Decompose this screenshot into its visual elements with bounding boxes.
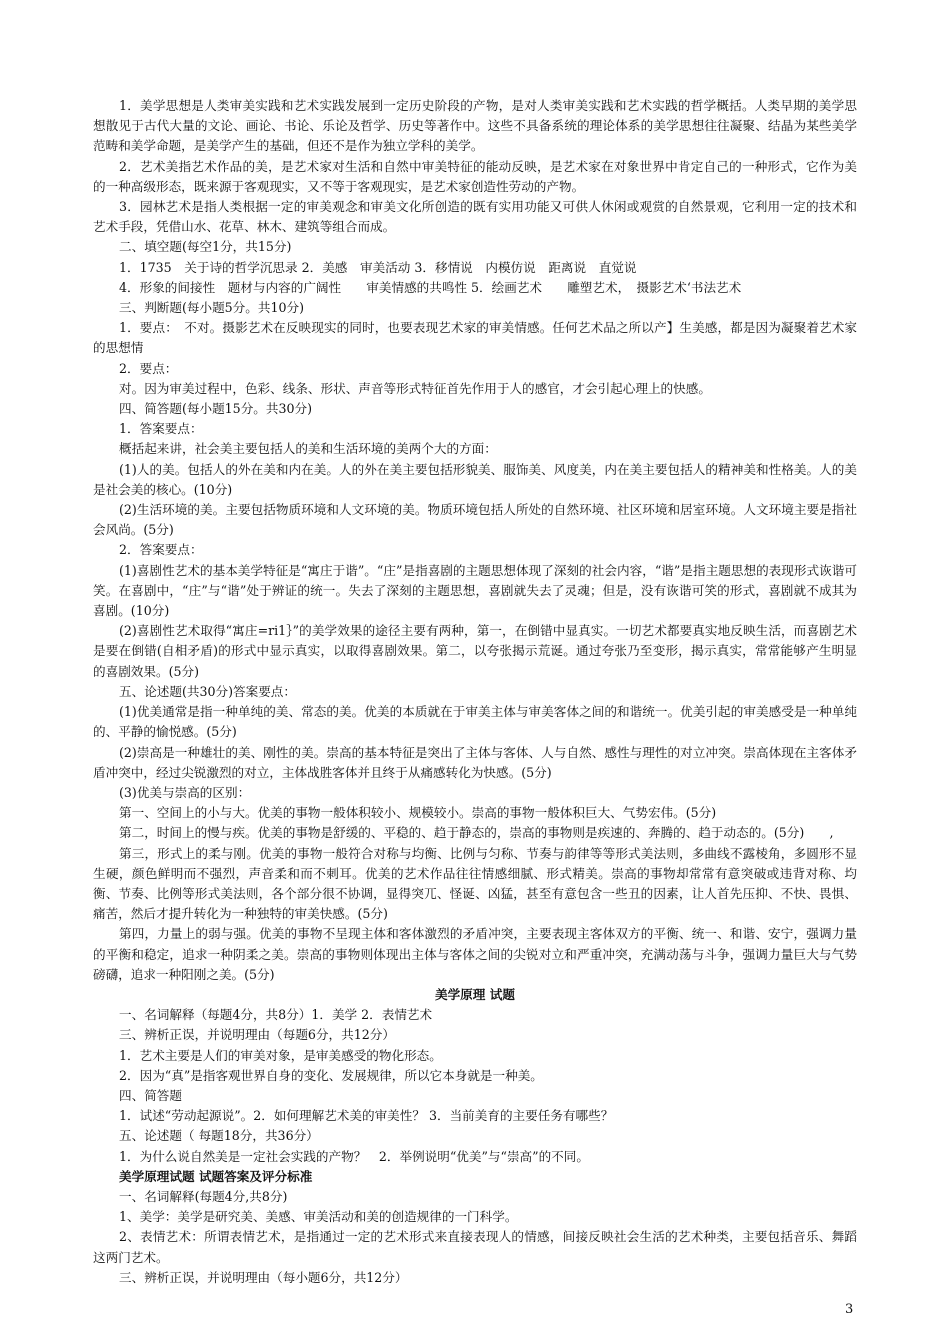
paragraph: 第二，时间上的慢与疾。优美的事物是舒缓的、平稳的、趋于静态的，崇高的事物则是疾速的、奔腾的、趋于动态的。(5分) ,: [119, 825, 834, 841]
paragraph: 四、简答题: [119, 1087, 182, 1103]
paragraph: 三、辨析正误，并说明理由（每小题6分，共12分）: [119, 1269, 408, 1285]
paragraph: (1)喜剧性艺术的基本美学特征是“寓庄于谐”。“庄”是指喜剧的主题思想体现了深刻的社会内容，“谐”是指主题思想的表现形式诙谐可笑。在喜剧中，“庄”与“谐”处于辨证的统一。失去了深刻的主题思想，喜剧就失去了灵魂；但是，没有诙谐可笑的形式，喜剧就不成其为喜剧。(10分): [93, 562, 857, 619]
paragraph: (2)喜剧性艺术取得“寓庄=ri1｝”的美学效果的途径主要有两种，第一，在倒错中显真实。一切艺术都要真实地反映生活，而喜剧艺术是要在倒错(自相矛盾)的形式中显示真实，以取得喜剧效果。第二，以夸张揭示荒诞。通过夸张乃至变形，揭示真实，常常能够产生明显的喜剧效果。(5分): [93, 623, 857, 679]
page-number: 3: [845, 1302, 854, 1317]
paragraph: 一、名词解释（每题4分，共8分）1．美学 2．表情艺术: [119, 1007, 433, 1023]
paragraph: 第一、空间上的小与大。优美的事物一般体积较小、规模较小。崇高的事物一般体积巨大、气势宏伟。(5分): [119, 805, 717, 821]
paragraph: 第三，形式上的柔与刚。优美的事物一般符合对称与均衡、比例与匀称、节奏与韵律等等形式美法则，多曲线不露棱角，多圆形不显生硬，颜色鲜明而不强烈，声音柔和而不刺耳。优美的艺术作品往往情感细腻、形式精美。崇高的事物却常常有意突破或违背对称、均衡、节奏、比例等形式美法则，各个部分很不协调，显得突兀、怪诞、凶猛，甚至有意包含一些丑的因素，让人首先压抑、不快、畏惧、痛苦，然后才提升转化为一种独特的审美快感。(5分): [93, 845, 857, 922]
paragraph: 1．1735 关于诗的哲学沉思录 2．美感 审美活动 3．移情说 内模仿说 距离说 直觉说: [119, 259, 637, 275]
paragraph: (1)人的美。包括人的外在美和内在美。人的外在美主要包括形貌美、服饰美、风度美，内在美主要包括人的精神美和性格美。人的美是社会美的核心。(10分): [93, 461, 857, 497]
paragraph: 1．试述“劳动起源说”。2．如何理解艺术美的审美性？ 3．当前美育的主要任务有哪些？: [119, 1108, 614, 1124]
paragraph: 美学原理试题 试题答案及评分标准: [119, 1168, 313, 1184]
paragraph: 一、名词解释(每题4分,共8分): [119, 1188, 288, 1204]
paragraph: 五、论述题（ 每题18分，共36分）: [119, 1128, 319, 1144]
paragraph: (2)崇高是一种雄壮的美、刚性的美。崇高的基本特征是突出了主体与客体、人与自然、感性与理性的对立冲突。崇高体现在主客体矛盾冲突中，经过尖锐激烈的对立，主体战胜客体并且终于从痛感转化为快感。(5分): [93, 744, 857, 780]
paragraph: 五、论述题(共30分)答案要点：: [119, 683, 296, 699]
paragraph: 四、简答题(每小题15分。共30分): [119, 401, 313, 417]
paragraph: 1、美学：美学是研究美、美感、审美活动和美的创造规律的一门科学。: [119, 1209, 518, 1225]
paragraph: 1．美学思想是人类审美实践和艺术实践发展到一定历史阶段的产物，是对人类审美实践和艺术实践的哲学概括。人类早期的美学思想散见于古代大量的文论、画论、书论、乐论及哲学、历史等著作中。这些不具备系统的理论体系的美学思想往往凝聚、结晶为某些美学范畴和美学命题，是美学产生的基础，但还不是作为独立学科的美学。: [93, 98, 857, 154]
paragraph: 1．为什么说自然美是一定社会实践的产物？ 2．举例说明“优美”与“崇高”的不同。: [119, 1148, 589, 1164]
section-heading: 美学原理 试题: [435, 986, 515, 1002]
paragraph: 二、填空题(每空1分，共15分): [119, 239, 292, 255]
paragraph: (2)生活环境的美。主要包括物质环境和人文环境的美。物质环境包括人所处的自然环境、社区环境和居室环境。人文环境主要是指社会风尚。(5分): [93, 502, 857, 538]
paragraph: 三、判断题(每小题5分。共10分): [119, 300, 304, 316]
paragraph: 2．要点：: [119, 360, 178, 376]
paragraph: 对。因为审美过程中，色彩、线条、形状、声音等形式特征首先作用于人的感官，才会引起心理上的快感。: [119, 380, 711, 396]
paragraph: 1．要点： 不对。摄影艺术在反映现实的同时，也要表现艺术家的审美情感。任何艺术品之所以产】生美感，都是因为凝聚着艺术家的思想情: [93, 320, 857, 356]
paragraph: 第四，力量上的弱与强。优美的事物不呈现主体和客体激烈的矛盾冲突，主要表现主客体双方的平衡、统一、和谐、安宁，强调力量的平衡和稳定，追求一种阴柔之美。崇高的事物则体现出主体与客体之间的尖锐对立和严重冲突，充满动荡与斗争，强调力量巨大与气势磅礴，追求一种阳刚之美。(5分): [93, 926, 857, 982]
paragraph: 4．形象的间接性 题材与内容的广阔性 审美情感的共鸣性 5．绘画艺术 雕塑艺术， 摄影艺术‘书法艺术: [119, 279, 742, 295]
document-body: [93, 96, 857, 1288]
paragraph: 概括起来讲，社会美主要包括人的美和生活环境的美两个大的方面：: [119, 441, 497, 457]
paragraph: 3．园林艺术是指人类根据一定的审美观念和审美文化所创造的既有实用功能又可供人休闲或观赏的自然景观，它利用一定的技术和艺术手段，凭借山水、花草、林木、建筑等组合而成。: [93, 199, 857, 235]
paragraph: 1．艺术主要是人们的审美对象，是审美感受的物化形态。: [119, 1047, 442, 1063]
paragraph: (3)优美与崇高的区别：: [119, 784, 251, 800]
paragraph: (1)优美通常是指一种单纯的美、常态的美。优美的本质就在于审美主体与审美客体之间的和谐统一。优美引起的审美感受是一种单纯的、平静的愉悦感。(5分): [93, 704, 857, 740]
paragraph: 2．答案要点：: [119, 542, 203, 558]
paragraph: 三、辨析正误，并说明理由（每题6分，共12分）: [119, 1027, 395, 1043]
paragraph: 1．答案要点：: [119, 421, 203, 437]
paragraph: 2．艺术美指艺术作品的美，是艺术家对生活和自然中审美特征的能动反映，是艺术家在对象世界中肯定自己的一种形式，它作为美的一种高级形态，既来源于客观现实，又不等于客观现实，是艺术家创造性劳动的产物。: [93, 158, 857, 194]
paragraph: 2．因为“真”是指客观世界自身的变化、发展规律，所以它本身就是一种美。: [119, 1067, 543, 1083]
paragraph: 2、表情艺术：所谓表情艺术，是指通过一定的艺术形式来直接表现人的情感，间接反映社会生活的艺术种类，主要包括音乐、舞蹈这两门艺术。: [93, 1229, 857, 1265]
